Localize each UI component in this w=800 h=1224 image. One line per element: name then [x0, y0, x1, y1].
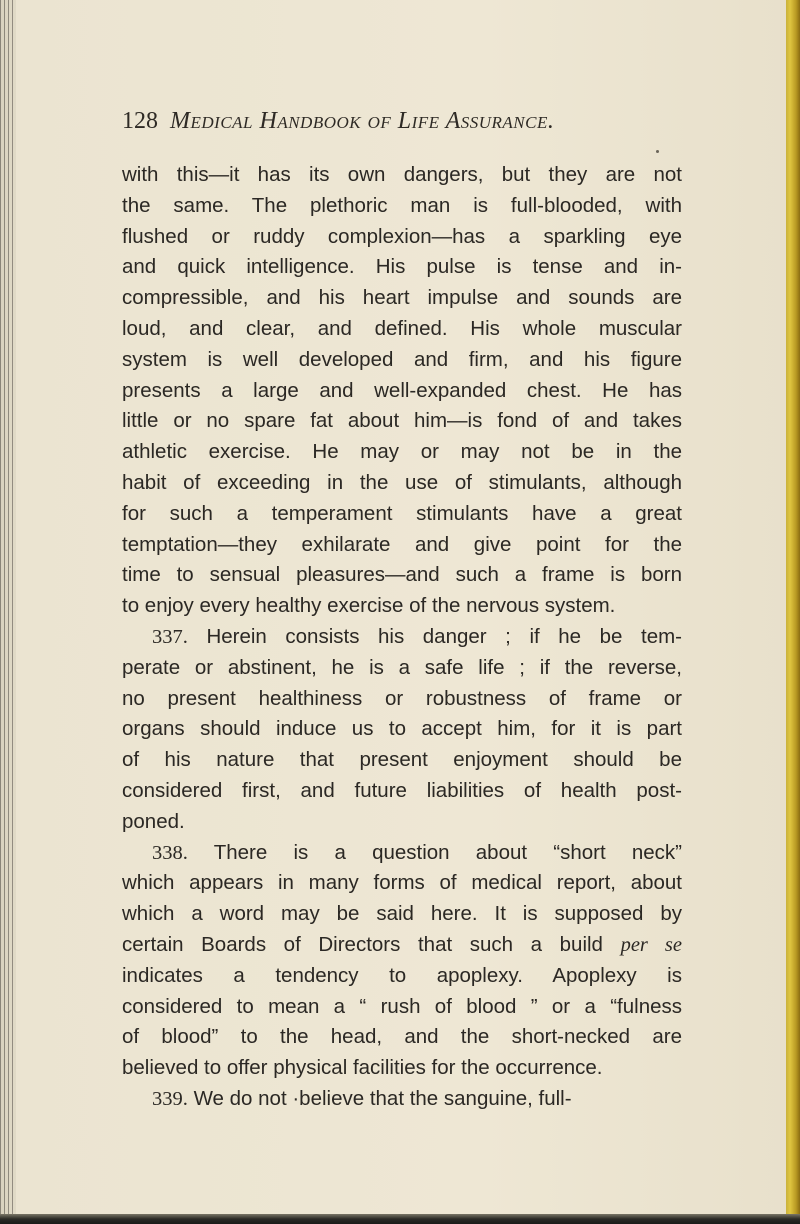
text-line [122, 714, 682, 745]
text-line [122, 283, 682, 314]
line-text: and quick intelligence. His pulse is tense and in- [122, 255, 682, 279]
text-line [122, 807, 682, 838]
text-line [122, 560, 682, 591]
line-text: little or no spare fat about him—is fond of and takes [122, 409, 682, 433]
line-text: for such a temperament stimulants have a great [122, 501, 682, 525]
line-text: loud, and clear, and defined. His whole muscular [122, 316, 682, 340]
line-text: certain Boards of Directors that such a build [122, 932, 621, 956]
line-text: indicates a tendency to apoplexy. Apoplexy is [122, 963, 682, 987]
text-line [122, 622, 682, 653]
line-text: temptation—they exhilarate and give point for the [122, 532, 682, 556]
line-text: perate or abstinent, he is a safe life ; if the reverse, [122, 655, 682, 679]
line-text: flushed or ruddy complexion—has a sparkling eye [122, 224, 682, 248]
line-text: system is well developed and firm, and his figure [122, 347, 682, 371]
body-text [122, 160, 682, 1115]
page-bottom-shadow [0, 1214, 800, 1224]
line-text: considered to mean a “ rush of blood ” or a “fulness [122, 994, 682, 1018]
text-line [122, 468, 682, 499]
line-text: There is a question about “short neck” [187, 840, 682, 864]
line-text: no present healthiness or robustness of frame or [122, 686, 682, 710]
line-text: poned. [122, 809, 185, 833]
italic-phrase: per se [620, 933, 682, 956]
text-line [122, 499, 682, 530]
line-text: believed to offer physical facilities for the occurrence. [122, 1056, 603, 1080]
text-line [122, 1084, 682, 1115]
text-line [122, 868, 682, 899]
text-line [122, 838, 682, 869]
line-text: to enjoy every healthy exercise of the nervous system. [122, 594, 616, 618]
text-line [122, 745, 682, 776]
paragraph-number: 339. [152, 1087, 188, 1110]
gilt-page-edge [786, 0, 800, 1224]
running-title: Medical Handbook of Life Assurance. [170, 108, 555, 134]
paragraph-number: 338. [152, 841, 188, 864]
text-line [122, 992, 682, 1023]
text-line [122, 961, 682, 992]
line-text: organs should induce us to accept him, for it is part [122, 717, 682, 741]
line-text: We do not ·believe that the sanguine, full- [187, 1086, 572, 1110]
line-text: considered first, and future liabilities of health post- [122, 778, 682, 802]
line-text: of blood” to the head, and the short-necked are [122, 1025, 682, 1049]
paragraph-number: 337. [152, 625, 188, 648]
page-number: 128 [122, 108, 158, 134]
text-line [122, 1053, 682, 1084]
text-line [122, 591, 682, 622]
text-line [122, 684, 682, 715]
text-line [122, 437, 682, 468]
text-line [122, 530, 682, 561]
text-line [122, 1022, 682, 1053]
text-line [122, 376, 682, 407]
line-text: which appears in many forms of medical report, about [122, 871, 682, 895]
running-head [122, 108, 662, 135]
text-line [122, 252, 682, 283]
line-text: Herein consists his danger ; if he be tem- [187, 624, 682, 648]
text-line [122, 776, 682, 807]
text-line [122, 160, 682, 191]
text-line [122, 191, 682, 222]
text-line [122, 222, 682, 253]
text-line [122, 314, 682, 345]
line-text: of his nature that present enjoyment should be [122, 748, 682, 772]
line-text: with this—it has its own dangers, but they are not [122, 163, 682, 186]
line-text: presents a large and well-expanded chest. He has [122, 378, 682, 402]
text-line [122, 899, 682, 930]
text-line [122, 653, 682, 684]
line-text: compressible, and his heart impulse and sounds are [122, 286, 682, 310]
line-text: the same. The plethoric man is full-blooded, with [122, 193, 682, 217]
text-line [122, 930, 682, 961]
line-text: athletic exercise. He may or may not be in the [122, 440, 682, 464]
line-text: which a word may be said here. It is supposed by [122, 902, 682, 926]
speck-mark [656, 150, 659, 153]
line-text: time to sensual pleasures—and such a frame is born [122, 563, 682, 587]
text-line [122, 345, 682, 376]
line-text: habit of exceeding in the use of stimulants, although [122, 470, 682, 494]
text-line [122, 406, 682, 437]
binding-edge [0, 0, 16, 1224]
